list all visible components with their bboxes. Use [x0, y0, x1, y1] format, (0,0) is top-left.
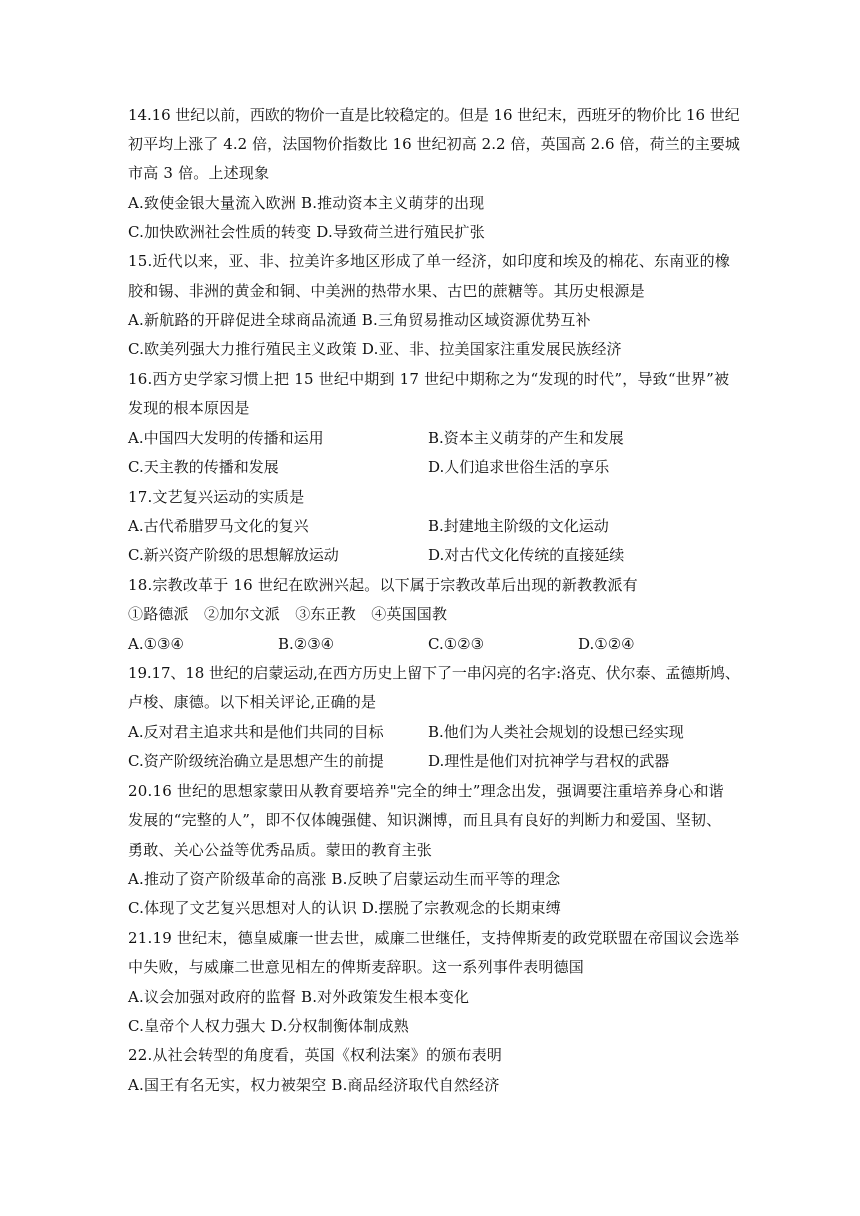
q20-stem-line-2: 发展的“完整的人”，即不仅体魄强健、知识渊博，而且具有良好的判断力和爱国、坚韧、: [128, 811, 722, 829]
q20-stem-line-1: 20.16 世纪的思想家蒙田从教育要培养"完全的绅士”理念出发，强调要注重培养身心和谐: [128, 782, 724, 800]
q17-options-row-1: [128, 516, 609, 536]
q22-options-line-1: A.国王有名无实，权力被架空 B.商品经济取代自然经济: [128, 1076, 500, 1094]
q19-stem-line-2: 卢梭、康德。以下相关评论,正确的是: [128, 693, 377, 711]
q18-items: ①路德派 ②加尔文派 ③东正教 ④英国国教: [128, 605, 448, 623]
q21-options-line-1: A.议会加强对政府的监督 B.对外政策发生根本变化: [128, 988, 470, 1006]
q16-option-a: A.中国四大发明的传播和运用: [128, 429, 324, 447]
q17-option-a: A.古代希腊罗马文化的复兴: [128, 517, 309, 535]
q20-options-line-1: A.推动了资产阶级革命的高涨 B.反映了启蒙运动生而平等的理念: [128, 870, 561, 888]
q14-options-line-2: C.加快欧洲社会性质的转变 D.导致荷兰进行殖民扩张: [128, 223, 485, 241]
q18-option-d: D.①②④: [578, 635, 635, 653]
q19-option-c: C.资产阶级统治确立是思想产生的前提: [128, 752, 384, 770]
q17-option-d: D.对古代文化传统的直接延续: [428, 546, 625, 564]
q16-option-c: C.天主教的传播和发展: [128, 458, 279, 476]
q19-options-row-1: [128, 722, 684, 742]
q18-stem: 18.宗教改革于 16 世纪在欧洲兴起。以下属于宗教改革后出现的新教教派有: [128, 576, 638, 594]
q17-option-b: B.封建地主阶级的文化运动: [428, 517, 609, 535]
q18-option-c: C.①②③: [428, 635, 485, 653]
q22-stem: 22.从社会转型的角度看，英国《权利法案》的颁布表明: [128, 1046, 503, 1064]
q19-option-a: A.反对君主追求共和是他们共同的目标: [128, 723, 384, 741]
q21-stem-line-2: 中失败，与威廉二世意见相左的俾斯麦辞职。这一系列事件表明德国: [128, 958, 585, 976]
q19-option-d: D.理性是他们对抗神学与君权的武器: [428, 752, 670, 770]
q17-options-row-2: [128, 545, 625, 565]
q21-stem-line-1: 21.19 世纪末，德皇威廉一世去世，威廉二世继任，支持俾斯麦的政党联盟在帝国议会选举: [128, 929, 740, 947]
q14-stem-line-2: 初平均上涨了 4.2 倍，法国物价指数比 16 世纪初高 2.2 倍，英国高 2.6 倍，荷兰的主要城: [128, 135, 740, 153]
q19-stem-line-1: 19.17、18 世纪的启蒙运动,在西方历史上留下了一串闪亮的名字:洛克、伏尔泰、孟德斯鸠、: [128, 664, 740, 682]
q19-options-row-2: [128, 751, 670, 771]
q17-stem: 17.文艺复兴运动的实质是: [128, 488, 305, 506]
q14-stem-line-1: 14.16 世纪以前，西欧的物价一直是比较稳定的。但是 16 世纪末，西班牙的物价比 16 世纪: [128, 106, 740, 124]
q16-stem-line-1: 16.西方史学家习惯上把 15 世纪中期到 17 世纪中期称之为“发现的时代”，导致“世界”被: [128, 370, 730, 388]
q19-option-b: B.他们为人类社会规划的设想已经实现: [428, 723, 684, 741]
q16-option-b: B.资本主义萌芽的产生和发展: [428, 429, 624, 447]
q18-option-b: B.②③④: [278, 635, 335, 653]
q18-option-a: A.①③④: [128, 635, 184, 653]
q16-option-d: D.人们追求世俗生活的享乐: [428, 458, 610, 476]
q16-options-row-2: [128, 457, 610, 477]
q16-stem-line-2: 发现的根本原因是: [128, 399, 250, 417]
q14-stem-line-3: 市高 3 倍。上述现象: [128, 164, 270, 182]
q14-options-line-1: A.致使金银大量流入欧洲 B.推动资本主义萌芽的出现: [128, 194, 485, 212]
q16-options-row-1: [128, 428, 624, 448]
q15-stem-line-1: 15.近代以来，亚、非、拉美许多地区形成了单一经济，如印度和埃及的棉花、东南亚的橡: [128, 252, 731, 270]
q20-options-line-2: C.体现了文艺复兴思想对人的认识 D.摆脱了宗教观念的长期束缚: [128, 899, 561, 917]
q15-stem-line-2: 胶和锡、非洲的黄金和铜、中美洲的热带水果、古巴的蔗糖等。其历史根源是: [128, 282, 645, 300]
q20-stem-line-3: 勇敢、关心公益等优秀品质。蒙田的教育主张: [128, 841, 433, 859]
q21-options-line-2: C.皇帝个人权力强大 D.分权制衡体制成熟: [128, 1017, 409, 1035]
q15-options-line-2: C.欧美列强大力推行殖民主义政策 D.亚、非、拉美国家注重发展民族经济: [128, 340, 622, 358]
q17-option-c: C.新兴资产阶级的思想解放运动: [128, 546, 339, 564]
q15-options-line-1: A.新航路的开辟促进全球商品流通 B.三角贸易推动区域资源优势互补: [128, 311, 591, 329]
